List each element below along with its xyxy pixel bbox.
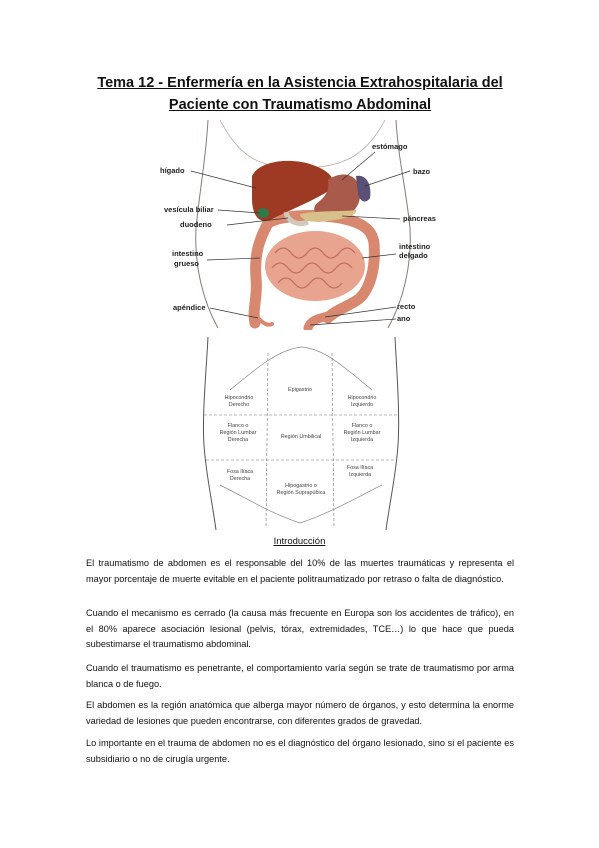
intro-paragraph-3: Cuando el traumatismo es penetrante, el comportamiento varía según se trate de traumatismo por arma blanca o de fuego. <box>86 663 514 689</box>
region-fosa-iliaca-derecha-line2: Derecha <box>229 476 251 482</box>
label-apendice: apéndice <box>173 303 206 312</box>
region-flanco-izquierdo <box>334 423 390 444</box>
region-hipocondrio-derecho <box>212 395 266 409</box>
region-hipocondrio-derecho-line1: Hipocondrio <box>224 395 254 401</box>
region-flanco-derecho-line3: Derecha <box>227 437 249 443</box>
digestive-organs-figure <box>160 118 450 330</box>
label-recto: recto <box>397 302 416 311</box>
region-umbilical-text: Región Umbilical <box>280 434 322 440</box>
title-line-2: Paciente con Traumatismo Abdominal <box>168 97 432 113</box>
label-bazo: bazo <box>413 167 431 176</box>
label-intestino-delgado-2: delgado <box>399 251 428 260</box>
title-line-1: Tema 12 - Enfermería en la Asistencia Extrahospitalaria del <box>97 75 503 91</box>
label-intestino-grueso-1: intestino <box>172 249 204 258</box>
intro-paragraph-2: Cuando el mecanismo es cerrado (la causa más frecuente en Europa son los accidentes de tráfico), en el 80% aparece asociación lesional (pelvis, tórax, extremidades, TCE…) lo que hace que pueda subestimarse el traumatismo abdominal. <box>86 608 514 650</box>
region-flanco-izquierdo-line3: Izquierda <box>350 437 374 443</box>
region-epigastrio-text: Epigastrio <box>288 387 312 393</box>
region-flanco-derecho-line2: Región Lumbar <box>219 430 257 436</box>
region-fosa-iliaca-derecha-line1: Fosa Ilíaca <box>226 469 254 475</box>
label-higado: hígado <box>160 166 185 175</box>
document-title <box>60 72 540 116</box>
region-hipogastrio <box>270 483 332 497</box>
intro-paragraph-4: El abdomen es la región anatómica que alberga mayor número de órganos, y esto determina la enorme variedad de lesiones que pueden encontrarse, con diferentes grados de gravedad. <box>86 700 514 726</box>
region-flanco-izquierdo-line2: Región Lumbar <box>343 430 381 436</box>
region-fosa-iliaca-derecha <box>214 469 266 483</box>
region-epigastrio <box>278 387 322 394</box>
region-flanco-derecho <box>210 423 266 444</box>
label-duodeno: duodeno <box>180 220 212 229</box>
region-hipocondrio-izquierdo-line1: Hipocondrio <box>347 395 377 401</box>
region-hipocondrio-izquierdo-line2: Izquierdo <box>350 402 374 408</box>
region-hipogastrio-line2: Región Suprapúbica <box>276 490 326 496</box>
label-intestino-grueso-2: grueso <box>174 259 200 268</box>
region-hipocondrio-izquierdo <box>334 395 390 409</box>
region-flanco-izquierdo-line1: Flanco o <box>351 423 373 429</box>
region-hipogastrio-line1: Hipogastrio o <box>285 483 317 489</box>
label-ano: ano <box>397 314 411 323</box>
label-pancreas: páncreas <box>403 214 436 223</box>
label-estomago: estómago <box>372 142 408 151</box>
intro-heading: Introducción <box>273 536 326 547</box>
label-vesicula-biliar: vesícula biliar <box>164 205 214 214</box>
abdominal-regions-figure <box>190 335 410 530</box>
region-umbilical <box>270 434 332 441</box>
region-flanco-derecho-line1: Flanco o <box>227 423 249 429</box>
region-hipocondrio-derecho-line2: Derecho <box>228 402 250 408</box>
region-fosa-iliaca-izquierda <box>334 465 386 479</box>
intro-paragraph-5: Lo importante en el trauma de abdomen no es el diagnóstico del órgano lesionado, sino si el paciente es subsidiario o no de cirugía urgente. <box>86 738 514 764</box>
region-fosa-iliaca-izquierda-line2: Izquierda <box>348 472 372 478</box>
intro-paragraph-1: El traumatismo de abdomen es el responsable del 10% de las muertes traumáticas y representa el mayor porcentaje de muerte evitable en el paciente politraumatizado por retraso o falta de diagnóstico. <box>86 558 514 584</box>
label-intestino-delgado-1: intestino <box>399 242 431 251</box>
region-fosa-iliaca-izquierda-line1: Fosa Ilíaca <box>346 465 374 471</box>
